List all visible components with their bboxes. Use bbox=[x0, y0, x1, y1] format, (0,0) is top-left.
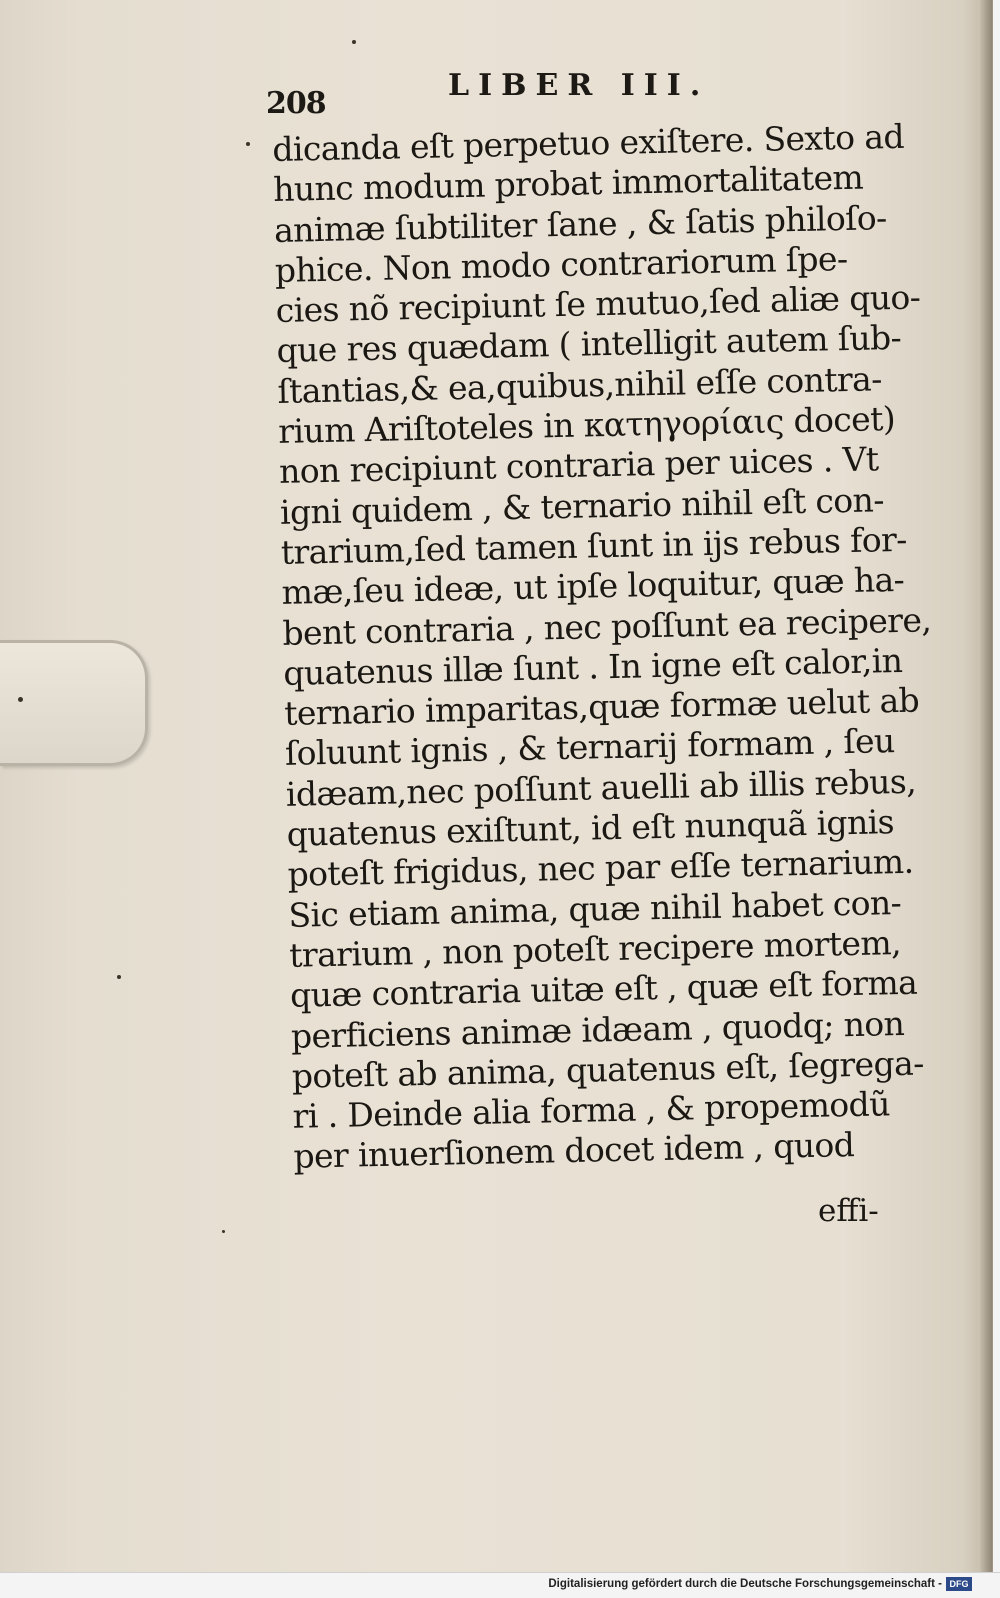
text-line: trarium , non poteſt recipere mortem, bbox=[288, 922, 902, 975]
text-line: cies nõ recipiunt ſe mutuo,ſed aliæ quo- bbox=[275, 277, 921, 331]
clip-dot bbox=[18, 697, 23, 702]
footer-bar bbox=[0, 1572, 1000, 1598]
paper-speck bbox=[246, 142, 250, 146]
text-line: dicanda eſt perpetuo exiſtere. Sexto ad bbox=[272, 116, 905, 169]
text-line: per inuerſionem docet idem , quod bbox=[293, 1125, 855, 1177]
text-line: poteſt ab anima, quatenus eſt, ſegrega- bbox=[291, 1043, 925, 1096]
running-head: LIBER III. bbox=[448, 68, 710, 103]
text-line: ſtantias,& ea,quibus,nihil eſſe contra- bbox=[277, 359, 883, 411]
text-line: ternario imparitas,quæ formæ uelut ab bbox=[283, 680, 920, 734]
text-line: igni quidem , & ternario nihil eſt con- bbox=[279, 479, 885, 532]
page-edge bbox=[978, 0, 992, 1572]
text-line: hunc modum probat immortalitatem bbox=[272, 157, 864, 210]
text-line: trarium,ſed tamen ſunt in ijs rebus for- bbox=[280, 519, 908, 572]
text-line: animæ ſubtiliter ſane , & ſatis philoſo- bbox=[273, 197, 887, 250]
text-line: idæam,nec poſſunt auelli ab illis rebus, bbox=[285, 761, 917, 814]
page-clip bbox=[0, 640, 148, 766]
dfg-logo: DFG bbox=[946, 1577, 972, 1591]
paper-speck bbox=[117, 975, 121, 979]
paper-speck bbox=[352, 40, 356, 44]
text-line: ri . Deinde alia forma , & propemodũ bbox=[292, 1084, 891, 1136]
footer-credit: Digitalisierung gefördert durch die Deutsche Forschungsgemeinschaft - bbox=[548, 1578, 942, 1590]
text-line: non recipiunt contraria per uices . Vt bbox=[278, 439, 879, 492]
text-line: que res quædam ( intelligit autem ſub- bbox=[276, 318, 902, 371]
text-line: poteſt frigidus, nec par eſſe ternarium. bbox=[287, 842, 914, 895]
text-line: quatenus illæ ſunt . In igne eſt calor,in bbox=[282, 640, 903, 693]
text-line: quæ contraria uitæ eſt , quæ eſt forma bbox=[289, 962, 918, 1016]
body-text bbox=[272, 117, 934, 1178]
text-line: ſoluunt ignis , & ternarij formam , ſeu bbox=[284, 721, 895, 774]
text-line: mæ,ſeu ideæ, ut ipſe loquitur, quæ ha- bbox=[281, 560, 905, 613]
text-line: perficiens animæ idæam , quodq; non bbox=[290, 1003, 905, 1056]
text-line: rium Ariſtoteles in κατηγορίαις docet) bbox=[277, 399, 896, 452]
text-line: Sic etiam anima, quæ nihil habet con- bbox=[288, 882, 902, 935]
catchword: effi- bbox=[818, 1193, 879, 1229]
text-line: quatenus exiſtunt, id eſt nunquã ignis bbox=[286, 802, 895, 854]
paper-speck bbox=[222, 1230, 225, 1233]
text-line: phice. Non modo contrariorum ſpe- bbox=[274, 238, 848, 290]
text-line: bent contraria , nec poſſunt ea recipere, bbox=[282, 599, 932, 653]
page-number: 208 bbox=[266, 86, 326, 121]
